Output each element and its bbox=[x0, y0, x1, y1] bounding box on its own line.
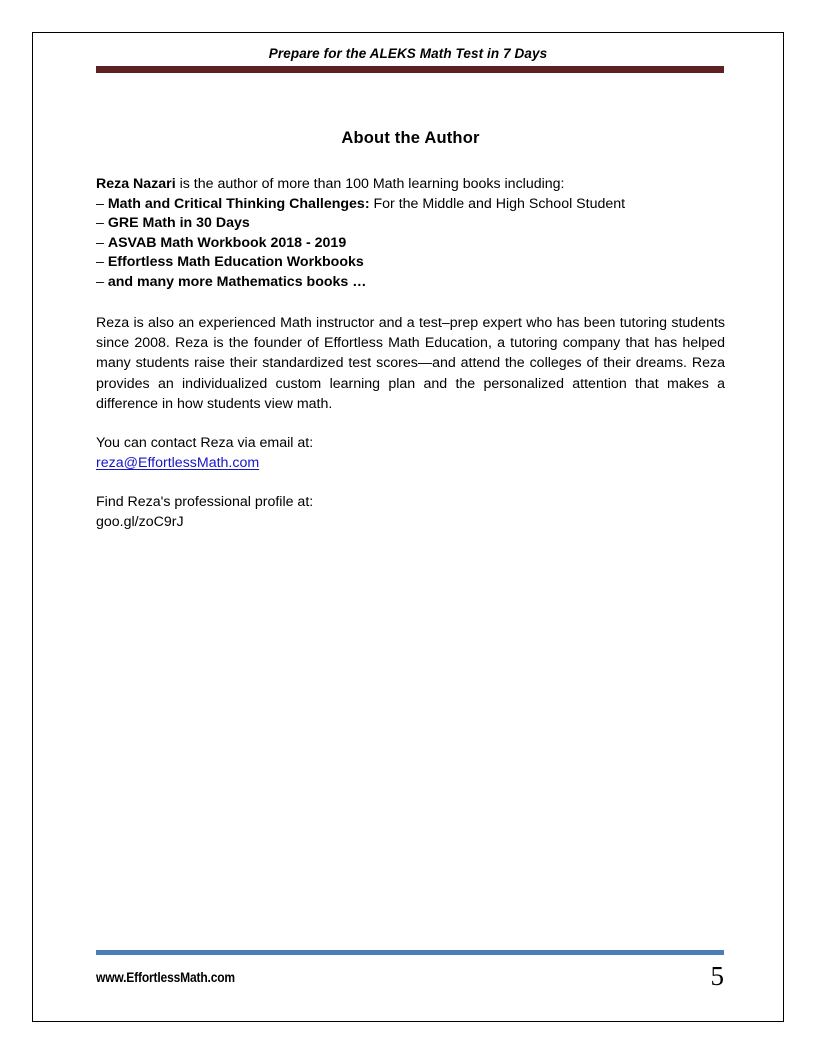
list-item-title: Effortless Math Education Workbooks bbox=[107, 254, 364, 270]
list-item-title: and many more Mathematics books … bbox=[107, 273, 367, 290]
list-item-subtitle: For the Middle and High School Student bbox=[369, 195, 626, 212]
running-header bbox=[33, 45, 783, 63]
page-title: About the Author bbox=[341, 129, 480, 147]
list-item bbox=[96, 195, 725, 215]
list-item bbox=[96, 214, 725, 234]
author-intro-rest: is the author of more than 100 Math learning books including: bbox=[175, 176, 565, 192]
spacer bbox=[96, 414, 725, 433]
footer-divider-rule bbox=[96, 950, 724, 955]
profile-label: Find Reza's professional profile at: bbox=[96, 494, 314, 511]
author-name: Reza Nazari bbox=[96, 176, 176, 192]
list-item bbox=[96, 273, 725, 293]
list-item bbox=[96, 234, 725, 254]
email-link[interactable]: reza@EffortlessMath.com bbox=[96, 455, 260, 472]
book-list bbox=[96, 195, 725, 293]
list-item-title: GRE Math in 30 Days bbox=[107, 215, 250, 231]
profile-url: goo.gl/zoC9rJ bbox=[96, 514, 184, 531]
page-sheet bbox=[32, 32, 784, 1022]
list-bullet: – bbox=[96, 215, 108, 231]
footer-website: www.EffortlessMath.com bbox=[96, 969, 235, 985]
author-intro-line bbox=[96, 175, 725, 195]
list-bullet: – bbox=[96, 234, 108, 251]
author-bio-paragraph: Reza is also an experienced Math instructor and a test–prep expert who has been tutoring students since 2008. Reza is the founder of Effortless Math Education, a tutoring company that has helped many students raise their standardized test scores—and attend the colleges of their dreams. Reza provides an individualized custom learning plan and the personalized attention that makes a difference in how students view math. bbox=[96, 315, 725, 412]
list-bullet: – bbox=[96, 195, 108, 212]
profile-block bbox=[96, 492, 725, 532]
list-bullet: – bbox=[96, 254, 108, 270]
footer bbox=[96, 961, 724, 1001]
list-bullet: – bbox=[96, 273, 108, 290]
contact-label: You can contact Reza via email at: bbox=[96, 435, 314, 452]
contact-block bbox=[96, 433, 725, 473]
spacer bbox=[96, 473, 725, 492]
running-header-title: Prepare for the ALEKS Math Test in 7 Days bbox=[268, 46, 548, 61]
page-number: 5 bbox=[710, 961, 724, 991]
contact-email-line bbox=[96, 453, 725, 473]
list-item bbox=[96, 253, 725, 273]
list-item-title: ASVAB Math Workbook 2018 - 2019 bbox=[107, 234, 347, 251]
document-content bbox=[96, 129, 725, 532]
header-divider-rule bbox=[96, 66, 724, 73]
list-item-title: Math and Critical Thinking Challenges: bbox=[107, 195, 370, 212]
